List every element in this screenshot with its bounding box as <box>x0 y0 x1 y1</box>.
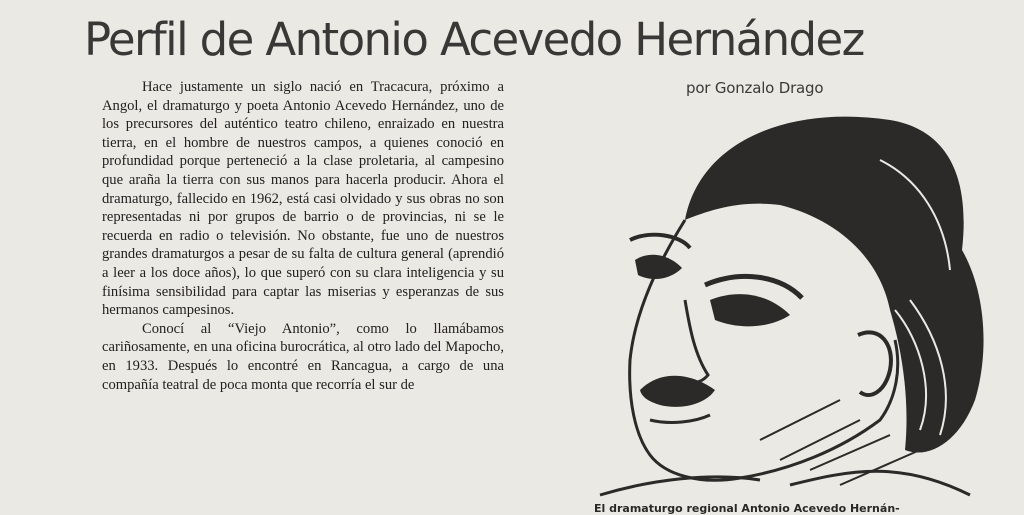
headline: Perfil de Antonio Acevedo Hernández <box>84 13 864 66</box>
byline: por Gonzalo Drago <box>686 79 824 97</box>
article-body <box>102 78 504 394</box>
portrait-illustration <box>590 100 990 502</box>
article-paragraph: Hace justamente un siglo nació en Tracacura, próximo a Angol, el dramaturgo y poeta Antonio Acevedo Hernández, uno de los precursores del auténtico teatro chileno, enraizado en nuestra tierra, en el hombre de nuestros campos, a quienes conoció en profundidad porque perteneció a la clase proletaria, al campesino que araña la tierra con sus manos para hacerla producir. Ahora el dramaturgo, fallecido en 1962, está casi olvidado y sus obras no son representadas ni por grupos de barrio o de provincias, ni se le recuerda en radio o televisión. No obstante, fue uno de nuestros grandes dramaturgos a pesar de su falta de cultura general (aprendió a leer a los doce años), lo que superó con su clara inteligencia y su finísima sensibilidad para captar las miserias y esperanzas de sus hermanos campesinos. <box>102 79 504 319</box>
image-caption: El dramaturgo regional Antonio Acevedo Hernán- <box>594 502 900 515</box>
article-paragraph: Conocí al “Viejo Antonio”, como lo llamábamos cariñosamente, en una oficina burocrática, al otro lado del Mapocho, en 1933. Después lo encontré en Rancagua, a cargo de una compañía teatral de poca monta que recorría el sur de <box>102 320 504 393</box>
